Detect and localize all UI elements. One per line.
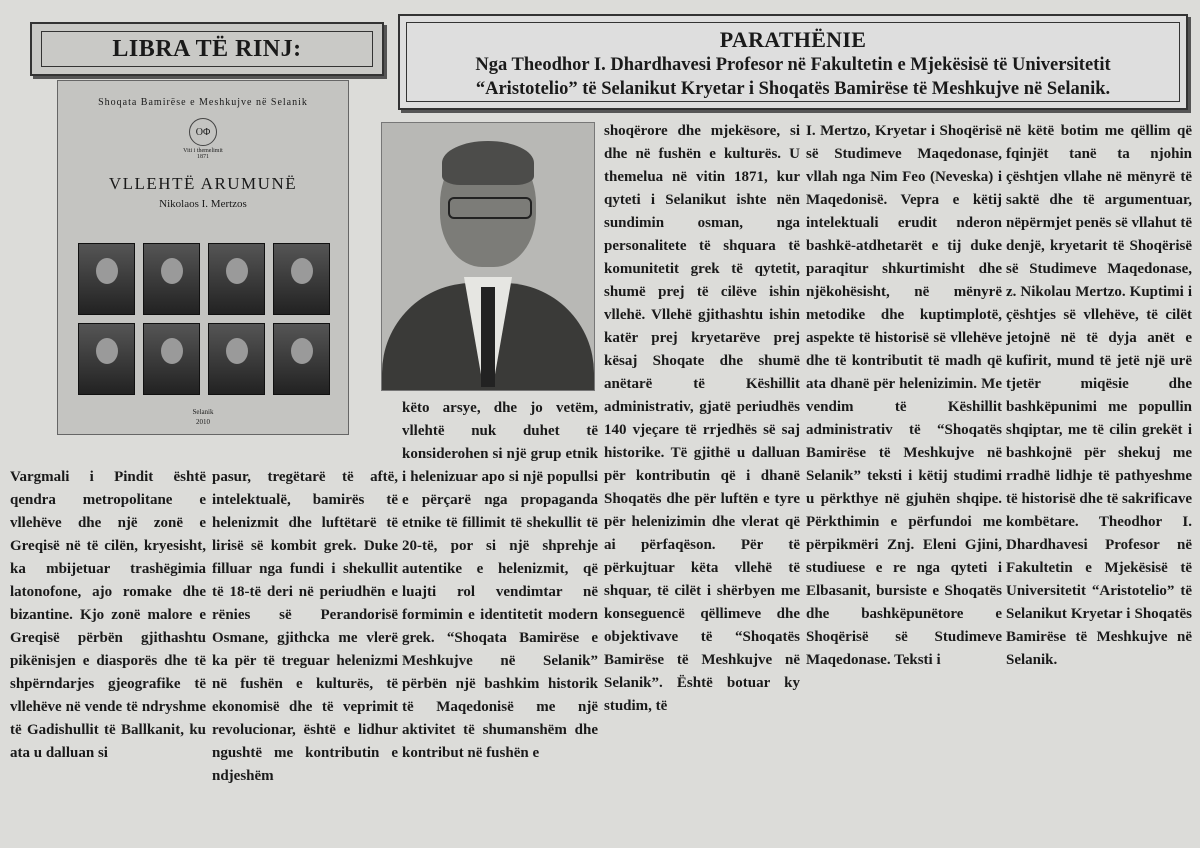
column-text: shoqërore dhe mjekësore, si dhe në fushën e kulturës. U themelua në vitin 1871, kur qyteti i Selanikut ishte nën sundimin osman, nga personalitete të shquara të komunitetit grek të qytetit, shumë prej të cilëve ishin vllehë. Vllehë gjithashtu ishin katër prej kryetarëve prej kësaj Shoqate dhe shumë anëtarë të Këshillit administrativ, gjatë periudhës 140 vjeçare të rrjedhës së saj historike. Të gjithë u dalluan për kontributin që i dhanë Shoqatës dhe për luftën e tyre për helenizimin dhe vlerat që ai përfaqëson. Për të përkujtuar këta vllehë të shquar, të cilët i shërbyen me konseguencë qëllimeve dhe objektivave të “Shoqatës Bamirëse të Meshkujve në Selanik”. Është botuar ky studim, të — [604, 123, 800, 714]
portrait-image — [208, 323, 265, 395]
preface-byline-2: “Aristotelio” të Selanikut Kryetar i Shoqatës Bamirëse të Meshkujve në Selanik. — [475, 79, 1111, 99]
article-column-4 — [604, 120, 800, 848]
book-founding-label: Viti i themelimit — [183, 148, 223, 154]
society-emblem-icon: ΟΦ — [189, 118, 217, 146]
column-text: pasur, tregëtarë të aftë, intelektualë, bamirës të helenizmit dhe luftëtarë të lirisë së kombit grek. Duke filluar nga fundi i shekullit të 18-të deri në periudhën e rënies së Perandorisë Osmane, gjithcka me vlerë ka për të treguar helenizmi në fushën e kulturës, të ekonomisë dhe të veprimit revolucionar, është e lidhur ngushtë me kontributin e ndjeshëm — [212, 469, 398, 784]
preface-header-box — [398, 14, 1188, 110]
book-cover-image — [57, 80, 349, 435]
book-city: Selanik — [192, 408, 214, 416]
new-books-header-box — [30, 22, 384, 76]
portrait-image — [78, 323, 135, 395]
book-organization: Shoqata Bamirëse e Meshkujve në Selanik — [98, 97, 308, 108]
column-text: Vargmali i Pindit është qendra metropolitane e vllehëve dhe një zonë e Greqisë në të cilën, kryesisht, ka mbijetuar trashëgimia latonofone, ajo romake dhe bizantine. Kjo zonë malore e Greqisë përbën gjithashtu pikënisjen e diasporës dhe të shpërndarjes gjeografike të vllehëve në vende të ndryshme të Gadishullit të Ballkanit, ku ata u dalluan si — [10, 469, 206, 761]
portrait-grid — [78, 243, 330, 395]
article-column-5 — [806, 120, 1002, 848]
article-column-6 — [1006, 120, 1192, 848]
portrait-image — [143, 323, 200, 395]
preface-title: PARATHËNIE — [719, 27, 867, 52]
book-title: VLLEHTË ARUMUNË — [108, 174, 298, 193]
column-text: I. Mertzo, Kryetar i Shoqërisë së Studimeve Maqedonase, vllah nga Nim Feo (Neveska) i Maqedonisë. Vepra e këtij intelektuali erudit nderon bashkë-atdhetarët e tij duke paraqitur shkurtimisht dhe njëkohësisht, në mënyrë metodike dhe kuptimplotë, aspekte të historisë së vllehëve dhe të kontributit të madh që ata dhanë për helenizimin. Me vendim të Këshillit administrativ të “Shoqatës Bamirëse të Meshkujve në Selanik” teksti i këtij studimi u përkthye në gjuhën shqipe. Përkthimin e përfundoi me përpikmëri Znj. Eleni Gjini, studiuese e re nga qyteti i Elbasanit, bursiste e Shoqatës dhe bashkëpunëtore e Shoqërisë së Studimeve Maqedonase. Teksti i — [806, 123, 1002, 668]
article-column-3 — [402, 397, 598, 848]
new-books-title: LIBRA TË RINJ: — [41, 31, 373, 67]
portrait-image — [273, 323, 330, 395]
column-text: në këtë botim me qëllim që fqinjët tanë ta njohin çështjen vllahe në mënyrë të saktë dhe të argumentuar, nëpërmjet penës së vllahut të denjë, kryetarit të Shoqërisë së Studimeve Maqedonase, z. Nikolau Mertzo. Kuptimi i çështjes së vllehëve, të cilët jetojnë në të dyja anët e kufirit, mund të jetë një urë tjetër miqësie dhe bashkëpunimi me popullin shqiptar, me të cilin grekët i bashkojnë për shekuj me rradhë lidhje të pathyeshme të historisë dhe të sakrificave kombëtare. Theodhor I. Dhardhavesi Profesor në Fakultetin e Mjekësisë të Universitetit “Aristotelio” të Selanikut Kryetar i Shoqatës Bamirëse të Meshkujve në Selanik. — [1006, 123, 1192, 668]
portrait-image — [78, 243, 135, 315]
book-author: Nikolaos I. Mertzos — [159, 198, 247, 210]
portrait-image — [273, 243, 330, 315]
preface-byline-1: Nga Theodhor I. Dhardhavesi Profesor në Fakultetin e Mjekësisë të Universitetit — [475, 55, 1111, 75]
portrait-image — [143, 243, 200, 315]
book-year: 2010 — [196, 418, 210, 426]
author-photo — [381, 122, 595, 391]
portrait-image — [208, 243, 265, 315]
article-column-2 — [212, 466, 398, 848]
column-text: këto arsye, dhe jo vetëm, vllehtë nuk duhet të konsiderohen si një grup etnik i helenizuar apo si një popullsi e përçarë nga propaganda etnike të fillimit të shekullit të 20-të, por si një shprehje autentike e helenizmit, që luajti rol vendimtar në formimin e identitetit modern grek. “Shoqata Bamirëse e Meshkujve në Selanik” përbën një bashkim historik të Maqedonisë me një aktivitet të shumanshëm dhe kontribut në fushën e — [402, 400, 598, 761]
article-column-1 — [10, 466, 206, 848]
book-founding-year: 1871 — [197, 154, 209, 160]
